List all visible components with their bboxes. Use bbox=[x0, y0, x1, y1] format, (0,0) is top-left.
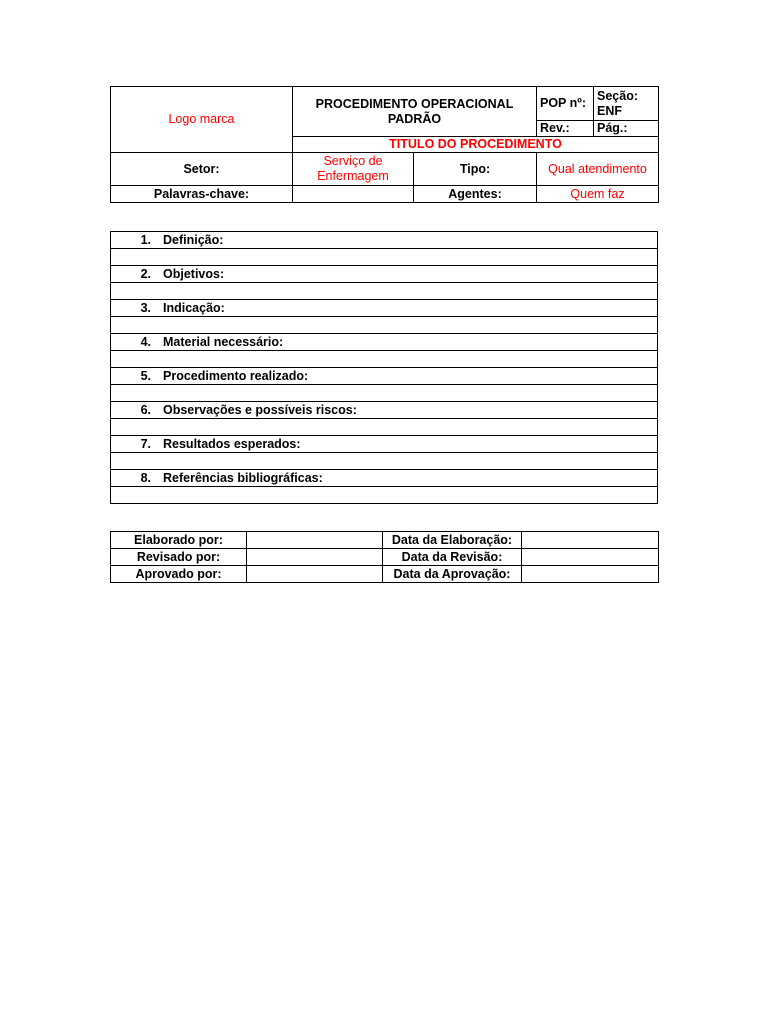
revision-label: Rev.: bbox=[537, 121, 594, 137]
data-elaboracao-value bbox=[522, 532, 659, 549]
data-elaboracao-label: Data da Elaboração: bbox=[383, 532, 522, 549]
section-number: 6. bbox=[140, 402, 151, 417]
agentes-value: Quem faz bbox=[537, 186, 659, 203]
approval-table bbox=[110, 531, 659, 583]
section-heading bbox=[111, 470, 658, 487]
aprovado-por-value bbox=[247, 566, 383, 583]
section-label: Material necessário: bbox=[163, 334, 284, 349]
section-label: Indicação: bbox=[163, 300, 225, 315]
revisado-por-label: Revisado por: bbox=[111, 549, 247, 566]
section-heading bbox=[111, 266, 658, 283]
palavras-chave-label: Palavras-chave: bbox=[111, 186, 293, 203]
document-type-title: PROCEDIMENTO OPERACIONAL PADRÃO bbox=[293, 87, 537, 137]
section-heading bbox=[111, 436, 658, 453]
section-content bbox=[111, 419, 658, 436]
section-label: Seção: ENF bbox=[594, 87, 659, 121]
section-content bbox=[111, 487, 658, 504]
section-content bbox=[111, 351, 658, 368]
sections-table bbox=[110, 231, 658, 504]
tipo-label: Tipo: bbox=[414, 153, 537, 186]
section-content bbox=[111, 283, 658, 300]
section-number: 7. bbox=[140, 436, 151, 451]
section-content bbox=[111, 453, 658, 470]
section-content bbox=[111, 317, 658, 334]
section-label: Objetivos: bbox=[163, 266, 225, 281]
elaborado-por-value bbox=[247, 532, 383, 549]
section-number: 8. bbox=[140, 470, 151, 485]
section-number: 3. bbox=[140, 300, 151, 315]
procedure-title: TITULO DO PROCEDIMENTO bbox=[293, 137, 659, 153]
section-number: 5. bbox=[140, 368, 151, 383]
revisado-por-value bbox=[247, 549, 383, 566]
header-table bbox=[110, 86, 659, 203]
section-content bbox=[111, 249, 658, 266]
pop-number-label: POP nº: bbox=[537, 87, 594, 121]
aprovado-por-label: Aprovado por: bbox=[111, 566, 247, 583]
section-content bbox=[111, 385, 658, 402]
tipo-value: Qual atendimento bbox=[537, 153, 659, 186]
section-heading bbox=[111, 300, 658, 317]
data-aprovacao-value bbox=[522, 566, 659, 583]
section-label: Procedimento realizado: bbox=[163, 368, 309, 383]
data-revisao-label: Data da Revisão: bbox=[383, 549, 522, 566]
logo-text: Logo marca bbox=[168, 112, 235, 126]
section-label: Resultados esperados: bbox=[163, 436, 301, 451]
setor-value: Serviço de Enfermagem bbox=[293, 153, 414, 186]
section-label: Referências bibliográficas: bbox=[163, 470, 323, 485]
agentes-label: Agentes: bbox=[414, 186, 537, 203]
section-heading bbox=[111, 368, 658, 385]
data-aprovacao-label: Data da Aprovação: bbox=[383, 566, 522, 583]
page-label: Pág.: bbox=[594, 121, 659, 137]
section-label: Observações e possíveis riscos: bbox=[163, 402, 357, 417]
section-heading bbox=[111, 402, 658, 419]
section-number: 4. bbox=[140, 334, 151, 349]
data-revisao-value bbox=[522, 549, 659, 566]
section-number: 1. bbox=[140, 232, 151, 247]
palavras-chave-value bbox=[293, 186, 414, 203]
logo-placeholder bbox=[111, 87, 293, 153]
section-number: 2. bbox=[140, 266, 151, 281]
section-heading bbox=[111, 232, 658, 249]
section-label: Definição: bbox=[163, 232, 224, 247]
section-heading bbox=[111, 334, 658, 351]
elaborado-por-label: Elaborado por: bbox=[111, 532, 247, 549]
setor-label: Setor: bbox=[111, 153, 293, 186]
